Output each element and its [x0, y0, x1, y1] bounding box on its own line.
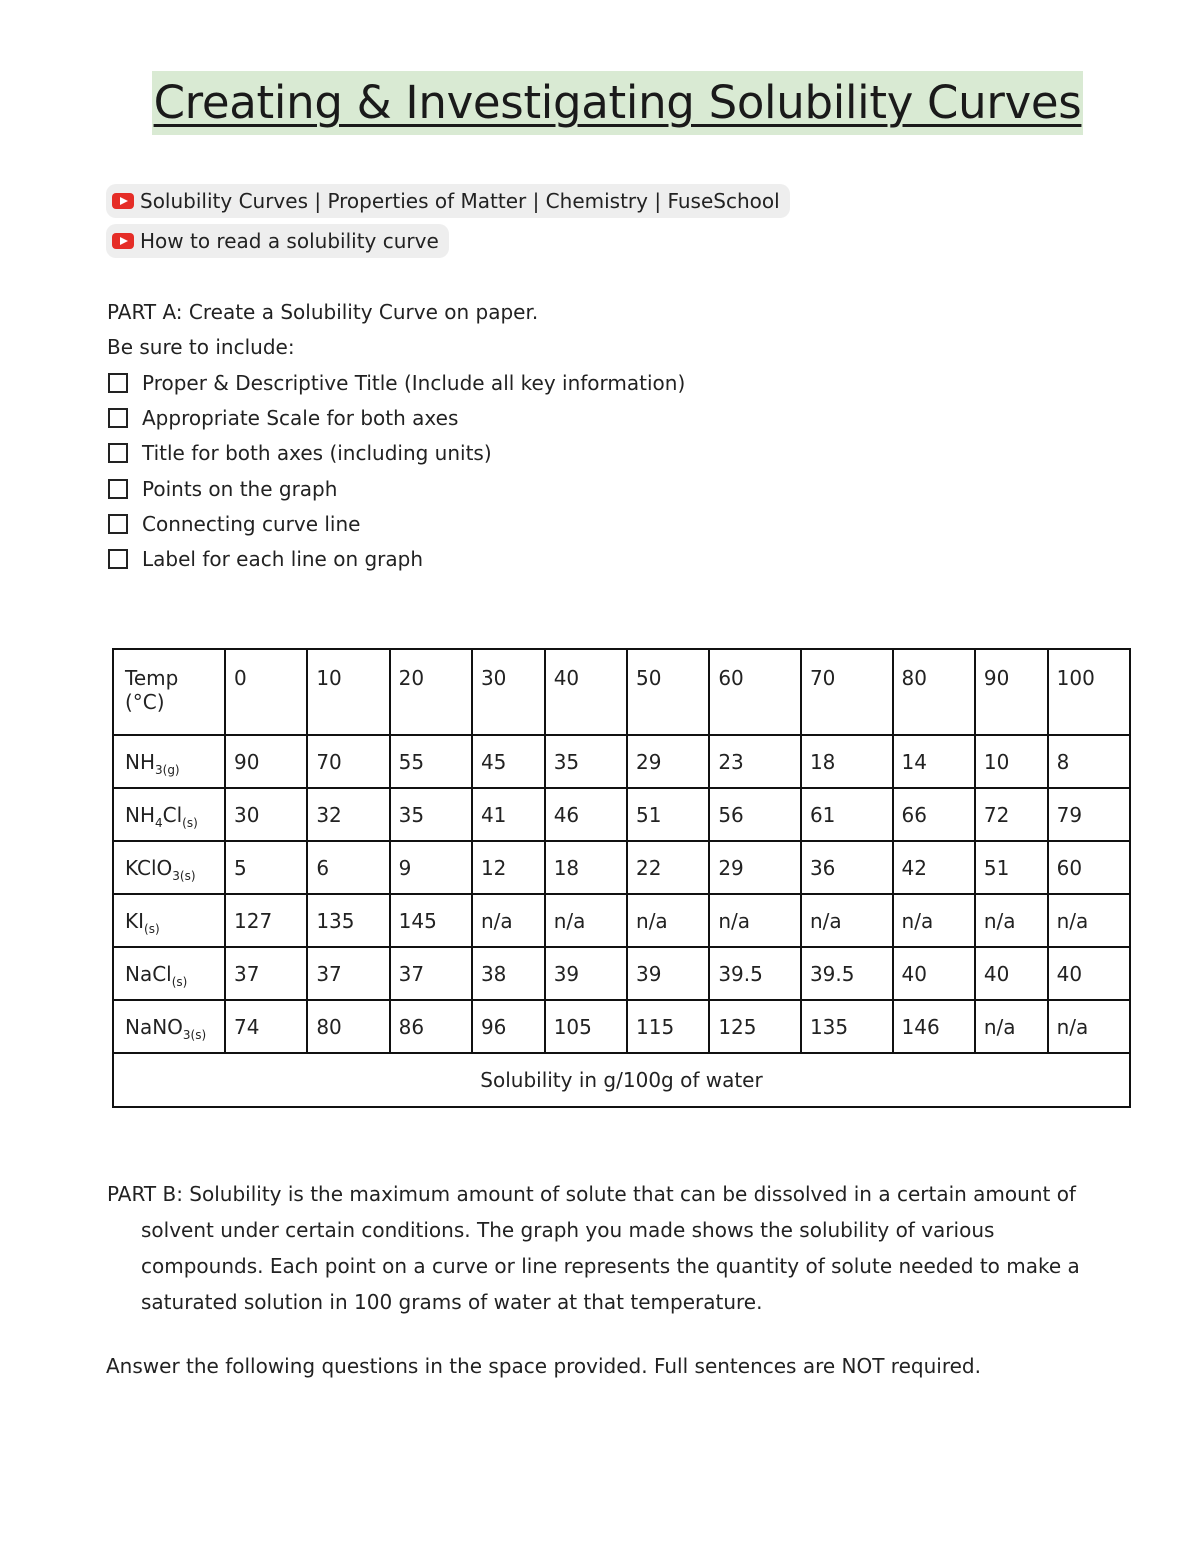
title-banner — [152, 71, 1083, 135]
solubility-cell: 22 — [627, 841, 709, 894]
checklist-label: Label for each line on graph — [142, 547, 424, 571]
solubility-cell: 41 — [472, 788, 545, 841]
solubility-cell: 32 — [307, 788, 389, 841]
solubility-cell: 96 — [472, 1000, 545, 1053]
solubility-cell: 56 — [709, 788, 801, 841]
solubility-cell: 55 — [390, 735, 472, 788]
solubility-cell: 18 — [801, 735, 893, 788]
solubility-cell: 80 — [307, 1000, 389, 1053]
table-header-row — [113, 649, 1130, 735]
solubility-cell: 30 — [225, 788, 307, 841]
temp-cell: 100 — [1048, 649, 1130, 735]
temp-cell: 30 — [472, 649, 545, 735]
compound-label: $NH_4Cl_{(s)}$ — [113, 788, 225, 841]
solubility-cell: n/a — [893, 894, 975, 947]
compound-label: NaNO$_{3(s)}$ — [113, 1000, 225, 1053]
compound-label: NaCl$_{(s)}$ — [113, 947, 225, 1000]
solubility-cell: 39 — [545, 947, 627, 1000]
solubility-cell: 145 — [390, 894, 472, 947]
checklist-item[interactable] — [108, 477, 337, 501]
part-a-intro: Be sure to include: — [107, 335, 295, 359]
table-row — [113, 788, 1130, 841]
temp-cell: 40 — [545, 649, 627, 735]
part-b-line: saturated solution in 100 grams of water at that temperature. — [141, 1290, 763, 1314]
checklist-item[interactable] — [108, 512, 360, 536]
checklist-label: Title for both axes (including units) — [142, 441, 492, 465]
page-title: Creating & Investigating Solubility Curves — [153, 76, 1082, 129]
compound-label: KClO$_{3(s)}$ — [113, 841, 225, 894]
solubility-cell: 79 — [1048, 788, 1130, 841]
video-link-read-curve[interactable] — [106, 224, 449, 258]
solubility-cell: 37 — [390, 947, 472, 1000]
temp-cell: 80 — [893, 649, 975, 735]
video-link-label: How to read a solubility curve — [140, 229, 439, 253]
solubility-cell: 10 — [975, 735, 1048, 788]
part-a-heading: PART A: Create a Solubility Curve on paper. — [107, 300, 539, 324]
solubility-cell: n/a — [1048, 894, 1130, 947]
solubility-cell: 9 — [390, 841, 472, 894]
checklist-item[interactable] — [108, 547, 423, 571]
checkbox-icon[interactable] — [108, 549, 128, 569]
checklist-item[interactable] — [108, 406, 458, 430]
solubility-cell: n/a — [975, 1000, 1048, 1053]
solubility-cell: 37 — [307, 947, 389, 1000]
solubility-cell: 115 — [627, 1000, 709, 1053]
solubility-cell: 90 — [225, 735, 307, 788]
solubility-cell: n/a — [1048, 1000, 1130, 1053]
solubility-cell: 40 — [975, 947, 1048, 1000]
table-row — [113, 735, 1130, 788]
solubility-cell: 12 — [472, 841, 545, 894]
solubility-cell: 36 — [801, 841, 893, 894]
table-row — [113, 947, 1130, 1000]
temp-cell: 20 — [390, 649, 472, 735]
checklist-item[interactable] — [108, 371, 685, 395]
solubility-cell: 8 — [1048, 735, 1130, 788]
temp-cell: 90 — [975, 649, 1048, 735]
temp-cell: 50 — [627, 649, 709, 735]
solubility-cell: 74 — [225, 1000, 307, 1053]
table-row — [113, 841, 1130, 894]
part-b-line: PART B: Solubility is the maximum amount of solute that can be dissolved in a certain amount of — [107, 1182, 1076, 1206]
solubility-cell: 39.5 — [709, 947, 801, 1000]
checkbox-icon[interactable] — [108, 479, 128, 499]
solubility-cell: n/a — [801, 894, 893, 947]
solubility-cell: 146 — [893, 1000, 975, 1053]
temp-cell: 70 — [801, 649, 893, 735]
solubility-table — [112, 648, 1131, 1108]
solubility-cell: 40 — [1048, 947, 1130, 1000]
solubility-cell: n/a — [472, 894, 545, 947]
solubility-cell: 51 — [627, 788, 709, 841]
solubility-cell: 105 — [545, 1000, 627, 1053]
temp-cell: 0 — [225, 649, 307, 735]
checklist-label: Points on the graph — [142, 477, 338, 501]
checklist-item[interactable] — [108, 441, 492, 465]
solubility-cell: 125 — [709, 1000, 801, 1053]
solubility-cell: 23 — [709, 735, 801, 788]
solubility-cell: 6 — [307, 841, 389, 894]
solubility-cell: 51 — [975, 841, 1048, 894]
video-link-fuseschool[interactable] — [106, 184, 790, 218]
video-link-label: Solubility Curves | Properties of Matter | Chemistry | FuseSchool — [140, 189, 780, 213]
solubility-cell: 14 — [893, 735, 975, 788]
table-row — [113, 1000, 1130, 1053]
solubility-cell: 40 — [893, 947, 975, 1000]
solubility-cell: 29 — [709, 841, 801, 894]
solubility-cell: 66 — [893, 788, 975, 841]
solubility-cell: 42 — [893, 841, 975, 894]
solubility-cell: n/a — [709, 894, 801, 947]
part-b-line: compounds. Each point on a curve or line represents the quantity of solute needed to make a — [141, 1254, 1080, 1278]
checkbox-icon[interactable] — [108, 514, 128, 534]
solubility-cell: 39 — [627, 947, 709, 1000]
solubility-cell: 72 — [975, 788, 1048, 841]
instructions: Answer the following questions in the space provided. Full sentences are NOT required. — [106, 1354, 981, 1378]
youtube-icon — [112, 233, 134, 249]
solubility-cell: 46 — [545, 788, 627, 841]
solubility-cell: 29 — [627, 735, 709, 788]
checklist-label: Proper & Descriptive Title (Include all key information) — [142, 371, 686, 395]
solubility-cell: 35 — [390, 788, 472, 841]
solubility-cell: 5 — [225, 841, 307, 894]
table-footer-row — [113, 1053, 1130, 1107]
solubility-cell: 37 — [225, 947, 307, 1000]
solubility-cell: 35 — [545, 735, 627, 788]
solubility-cell: 38 — [472, 947, 545, 1000]
checklist-label: Connecting curve line — [142, 512, 361, 536]
solubility-cell: 39.5 — [801, 947, 893, 1000]
solubility-cell: 86 — [390, 1000, 472, 1053]
part-b-line: solvent under certain conditions. The graph you made shows the solubility of various — [141, 1218, 995, 1242]
solubility-cell: 60 — [1048, 841, 1130, 894]
temp-header: Temp (°C) — [113, 649, 225, 735]
youtube-icon — [112, 193, 134, 209]
solubility-cell: n/a — [545, 894, 627, 947]
solubility-cell: 18 — [545, 841, 627, 894]
table-footer: Solubility in g/100g of water — [113, 1053, 1130, 1107]
solubility-cell: n/a — [627, 894, 709, 947]
solubility-cell: 70 — [307, 735, 389, 788]
solubility-cell: 127 — [225, 894, 307, 947]
solubility-cell: 45 — [472, 735, 545, 788]
solubility-cell: n/a — [975, 894, 1048, 947]
temp-cell: 10 — [307, 649, 389, 735]
part-b-text — [107, 1176, 1137, 1320]
solubility-cell: 135 — [801, 1000, 893, 1053]
compound-label: $NH_{3(g)}$ — [113, 735, 225, 788]
solubility-cell: 61 — [801, 788, 893, 841]
checkbox-icon[interactable] — [108, 443, 128, 463]
checklist-label: Appropriate Scale for both axes — [142, 406, 459, 430]
table-row — [113, 894, 1130, 947]
checkbox-icon[interactable] — [108, 373, 128, 393]
checkbox-icon[interactable] — [108, 408, 128, 428]
compound-label: $KI_{(s)}$ — [113, 894, 225, 947]
temp-cell: 60 — [709, 649, 801, 735]
solubility-cell: 135 — [307, 894, 389, 947]
